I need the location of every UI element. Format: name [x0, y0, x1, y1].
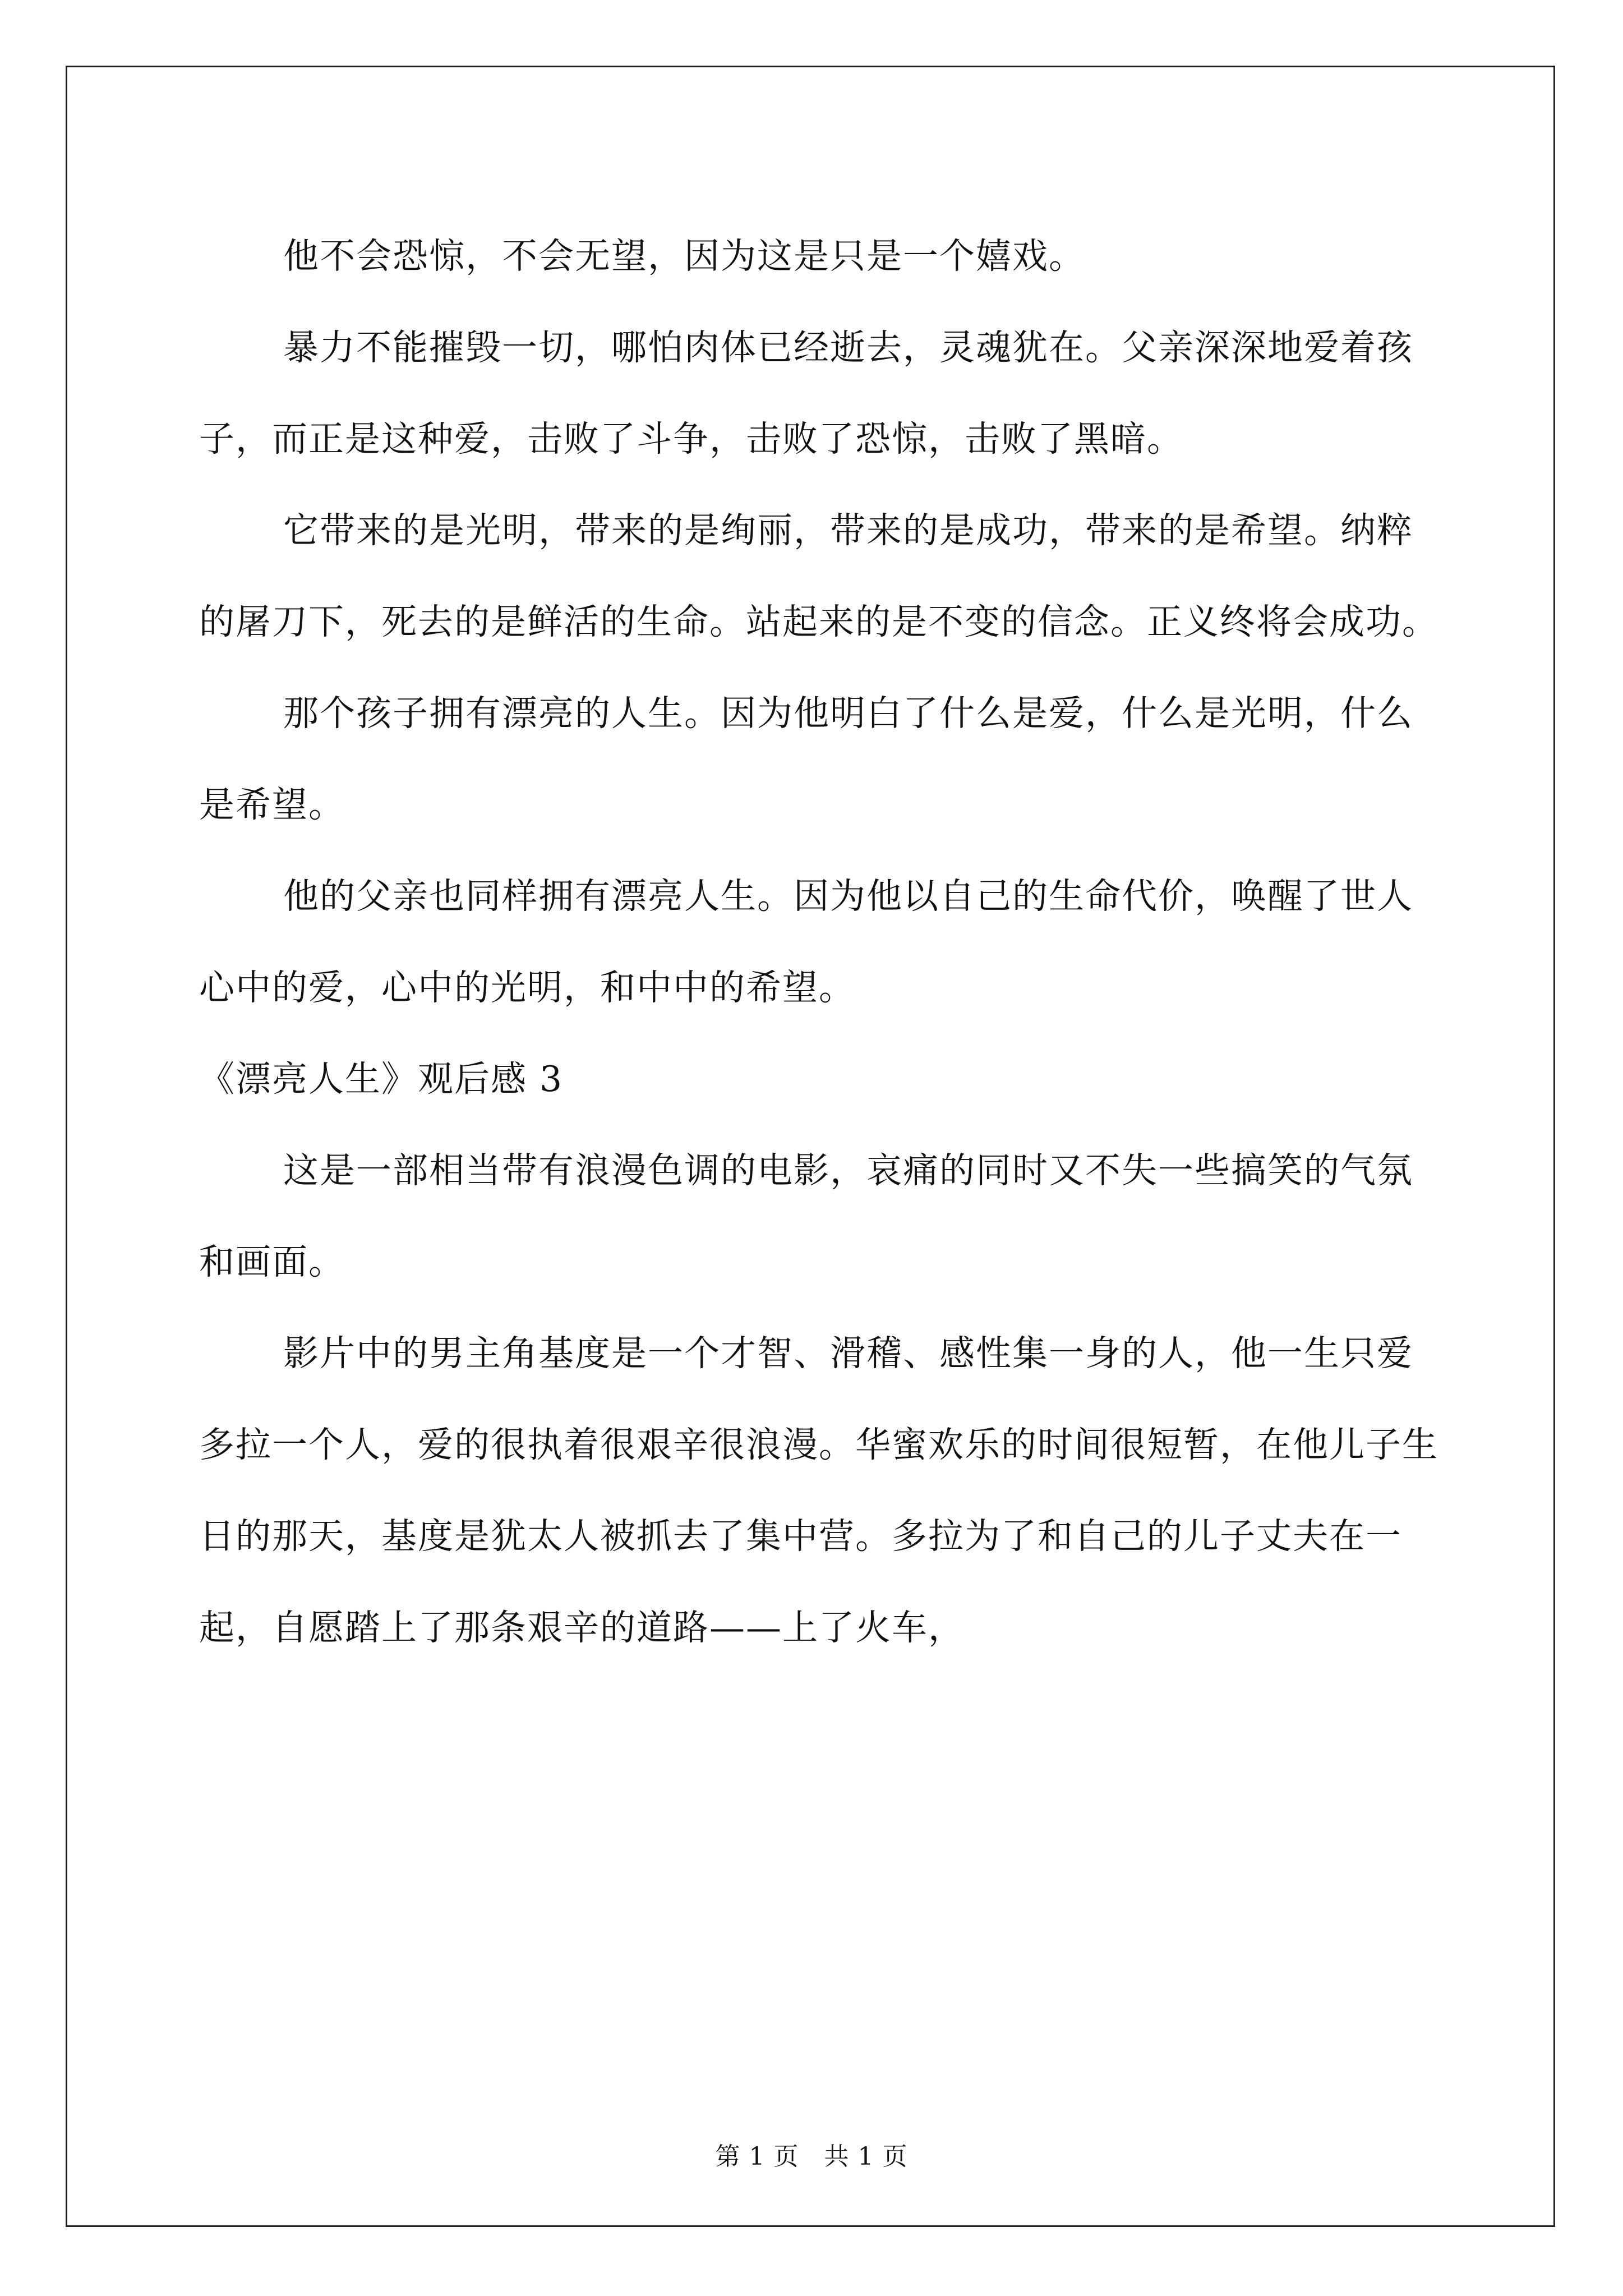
document-body	[199, 210, 1441, 1673]
paragraph-5: 他的父亲也同样拥有漂亮人生。因为他以自己的生命代价，唤醒了世人心中的爱，心中的光明，和中中的希望。	[199, 876, 1413, 1008]
paragraph-2: 暴力不能摧毁一切，哪怕肉体已经逝去，灵魂犹在。父亲深深地爱着孩子，而正是这种爱，击败了斗争，击败了恐惊，击败了黑暗。	[199, 327, 1413, 459]
section-heading: 《漂亮人生》观后感 3	[199, 1059, 564, 1099]
paragraph-1: 他不会恐惊，不会无望，因为这是只是一个嬉戏。	[283, 236, 1085, 277]
page-footer: 第 1 页 共 1 页	[715, 2142, 908, 2171]
paragraph-3: 它带来的是光明，带来的是绚丽，带来的是成功，带来的是希望。纳粹的屠刀下，死去的是鲜活的生命。站起来的是不变的信念。正义终将会成功。	[199, 510, 1438, 642]
paragraph-7: 影片中的男主角基度是一个才智、滑稽、感性集一身的人，他一生只爱多拉一个人，爱的很执着很艰辛很浪漫。华蜜欢乐的时间很短暂，在他儿子生日的那天，基度是犹太人被抓去了集中营。多拉为了和自己的儿子丈夫在一起，自愿踏上了那条艰辛的道路——上了火车，	[199, 1333, 1438, 1648]
paragraph-6: 这是一部相当带有浪漫色调的电影，哀痛的同时又不失一些搞笑的气氛和画面。	[199, 1150, 1413, 1282]
paragraph-4: 那个孩子拥有漂亮的人生。因为他明白了什么是爱，什么是光明，什么是希望。	[199, 693, 1413, 825]
